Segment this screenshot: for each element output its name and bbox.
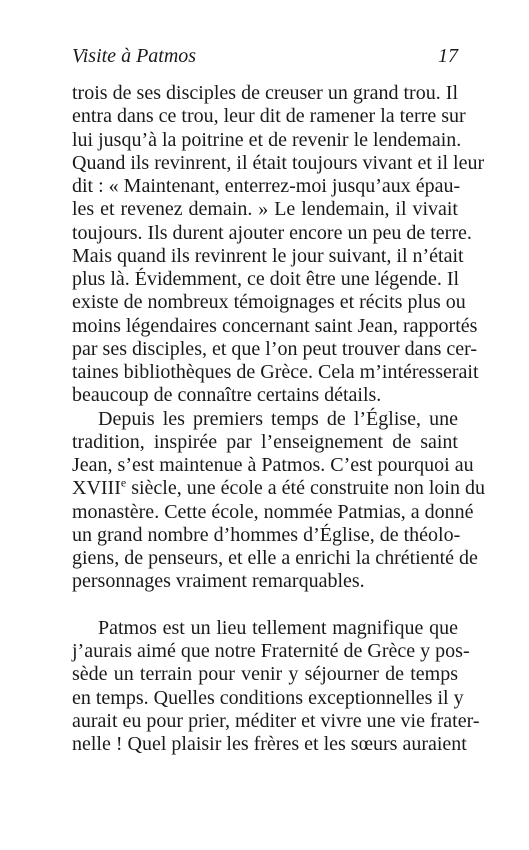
text-line: plus là. Évidemment, ce doit être une légende. Il <box>72 268 460 290</box>
text-line: monastère. Cette école, nommée Patmias, a donné <box>72 500 474 523</box>
text-line-century <box>72 475 485 500</box>
text-line: j’aurais aimé que notre Fraternité de Grèce y pos- <box>72 640 470 662</box>
text-line: nelle ! Quel plaisir les frères et les sœurs auraient <box>72 733 467 755</box>
page-number: 17 <box>438 45 458 67</box>
text-line: dit : « Maintenant, enterrez-moi jusqu’aux épau- <box>72 175 461 197</box>
text-line: en temps. Quelles conditions exceptionnelles il y <box>72 686 464 709</box>
text-line: moins légendaires concernant saint Jean, rapportés <box>72 314 478 337</box>
text-line: trois de ses disciples de creuser un grand trou. Il <box>72 82 458 104</box>
century-rest: siècle, une école a été construite non loin du <box>126 477 485 500</box>
century-superscript: e <box>120 475 127 490</box>
text-line: existe de nombreux témoignages et récits plus ou <box>72 291 466 314</box>
text-line: sède un terrain pour venir y séjourner de temps <box>72 663 458 686</box>
text-line: un grand nombre d’hommes d’Église, de théolo- <box>72 523 461 546</box>
paragraph-3 <box>72 616 480 757</box>
paragraph-2 <box>72 407 485 594</box>
text-line: par ses disciples, et que l’on peut trouver dans cer- <box>72 337 478 360</box>
text-line: Depuis les premiers temps de l’Église, une <box>98 407 458 430</box>
text-line: Mais quand ils revinrent le jour suivant, il n’était <box>72 244 464 267</box>
text-line: Jean, s’est maintenue à Patmos. C’est pourquoi au <box>72 454 474 476</box>
text-line: entra dans ce trou, leur dit de ramener la terre sur <box>72 105 466 128</box>
text-line: giens, de penseurs, et elle a enrichi la chrétienté de <box>72 547 478 569</box>
book-page <box>72 44 485 756</box>
text-line: les et revenez demain. » Le lendemain, il vivait <box>72 198 458 221</box>
text-line: beaucoup de connaître certains détails. <box>72 384 382 407</box>
text-line: tradition, inspirée par l’enseignement de saint <box>72 430 458 453</box>
text-line: toujours. Ils durent ajouter encore un peu de terre. <box>72 221 472 244</box>
paragraph-gap <box>72 594 458 617</box>
text-line: Quand ils revinrent, il était toujours vivant et il leur <box>72 151 485 174</box>
body-text <box>72 82 485 756</box>
paragraph-1 <box>72 82 485 408</box>
text-line: taines bibliothèques de Grèce. Cela m’intéresserait <box>72 361 479 383</box>
text-line: aurait eu pour prier, méditer et vivre une vie frater- <box>72 709 480 732</box>
text-line: lui jusqu’à la poitrine et de revenir le lendemain. <box>72 128 462 151</box>
text-line: Patmos est un lieu tellement magnifique que <box>98 616 458 639</box>
text-line: personnages vraiment remarquables. <box>72 570 365 593</box>
century-roman: XVIII <box>72 477 121 500</box>
book-title: Visite à Patmos <box>72 45 197 67</box>
running-header <box>72 44 458 68</box>
